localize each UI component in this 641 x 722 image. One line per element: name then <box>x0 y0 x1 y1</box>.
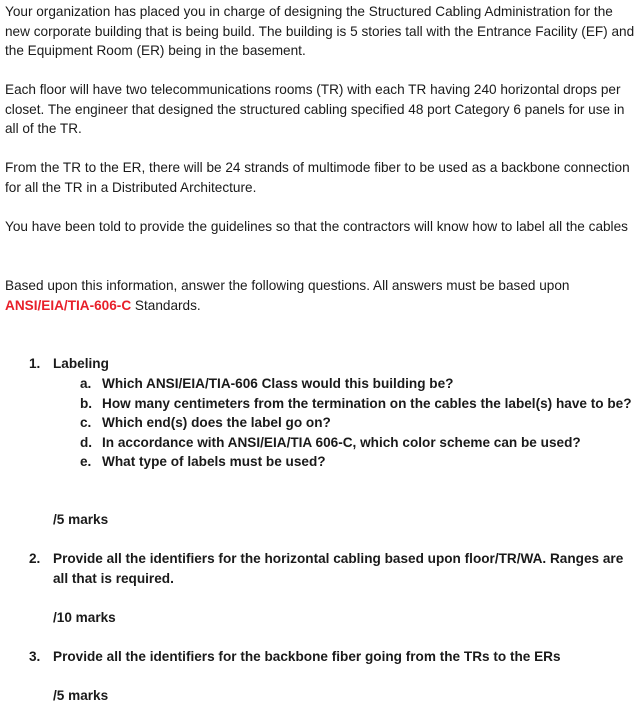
intro-paragraph-5 <box>5 276 635 315</box>
subquestion-text: How many centimeters from the termination on the cables the label(s) have to be? <box>102 395 632 411</box>
subquestion-text: Which ANSI/EIA/TIA-606 Class would this building be? <box>102 376 454 391</box>
marks-question-3: /5 marks <box>53 688 109 703</box>
question-number: 1. <box>29 356 41 371</box>
question-1 <box>29 354 633 374</box>
subquestion-text: What type of labels must be used? <box>102 454 326 470</box>
subquestion-d <box>80 433 633 453</box>
question-title: Labeling <box>53 356 109 371</box>
question-number: 2. <box>29 551 41 566</box>
marks-question-1: /5 marks <box>53 512 109 527</box>
subquestion-letter: c. <box>80 415 92 431</box>
question-title: Provide all the identifiers for the backbone fiber going from the TRs to the ERs <box>53 649 561 664</box>
question-2 <box>29 549 633 588</box>
question-title: Provide all the identifiers for the horizontal cabling based upon floor/TR/WA. Ranges are all that is required. <box>53 551 624 586</box>
instruction-text: Based upon this information, answer the following questions. All answers must be based upon <box>5 278 570 293</box>
marks-question-2: /10 marks <box>53 610 116 625</box>
subquestion-letter: d. <box>80 434 93 450</box>
intro-paragraph-2: Each floor will have two telecommunications rooms (TR) with each TR having 240 horizontal drops per closet. The engineer that designed the structured cabling specified 48 port Category 6 panels for use in all of the TR. <box>5 82 625 137</box>
intro-paragraph-3: From the TR to the ER, there will be 24 strands of multimode fiber to be used as a backbone connection for all the TR in a Distributed Architecture. <box>5 160 630 195</box>
subquestion-e <box>80 452 633 472</box>
subquestion-b <box>80 394 633 414</box>
standard-name: ANSI/EIA/TIA-606-C <box>5 297 132 313</box>
subquestion-letter: a. <box>80 376 92 391</box>
subquestion-letter: b. <box>80 395 93 411</box>
intro-paragraph-1: Your organization has placed you in charge of designing the Structured Cabling Administration for the new corporate building that is being build. The building is 5 stories tall with the Entrance Facility (EF) and the Equipment Room (ER) being in the basement. <box>5 4 635 59</box>
subquestion-text: Which end(s) does the label go on? <box>102 415 331 431</box>
subquestion-letter: e. <box>80 454 92 470</box>
question-3 <box>29 647 633 667</box>
question-number: 3. <box>29 649 41 664</box>
standard-suffix: Standards. <box>134 297 201 313</box>
subquestion-a <box>80 374 633 394</box>
labeling-subquestions <box>80 374 633 472</box>
subquestion-c <box>80 413 633 433</box>
subquestion-text: In accordance with ANSI/EIA/TIA 606-C, which color scheme can be used? <box>102 434 581 450</box>
intro-paragraph-4: You have been told to provide the guidelines so that the contractors will know how to label all the cables <box>5 219 628 234</box>
